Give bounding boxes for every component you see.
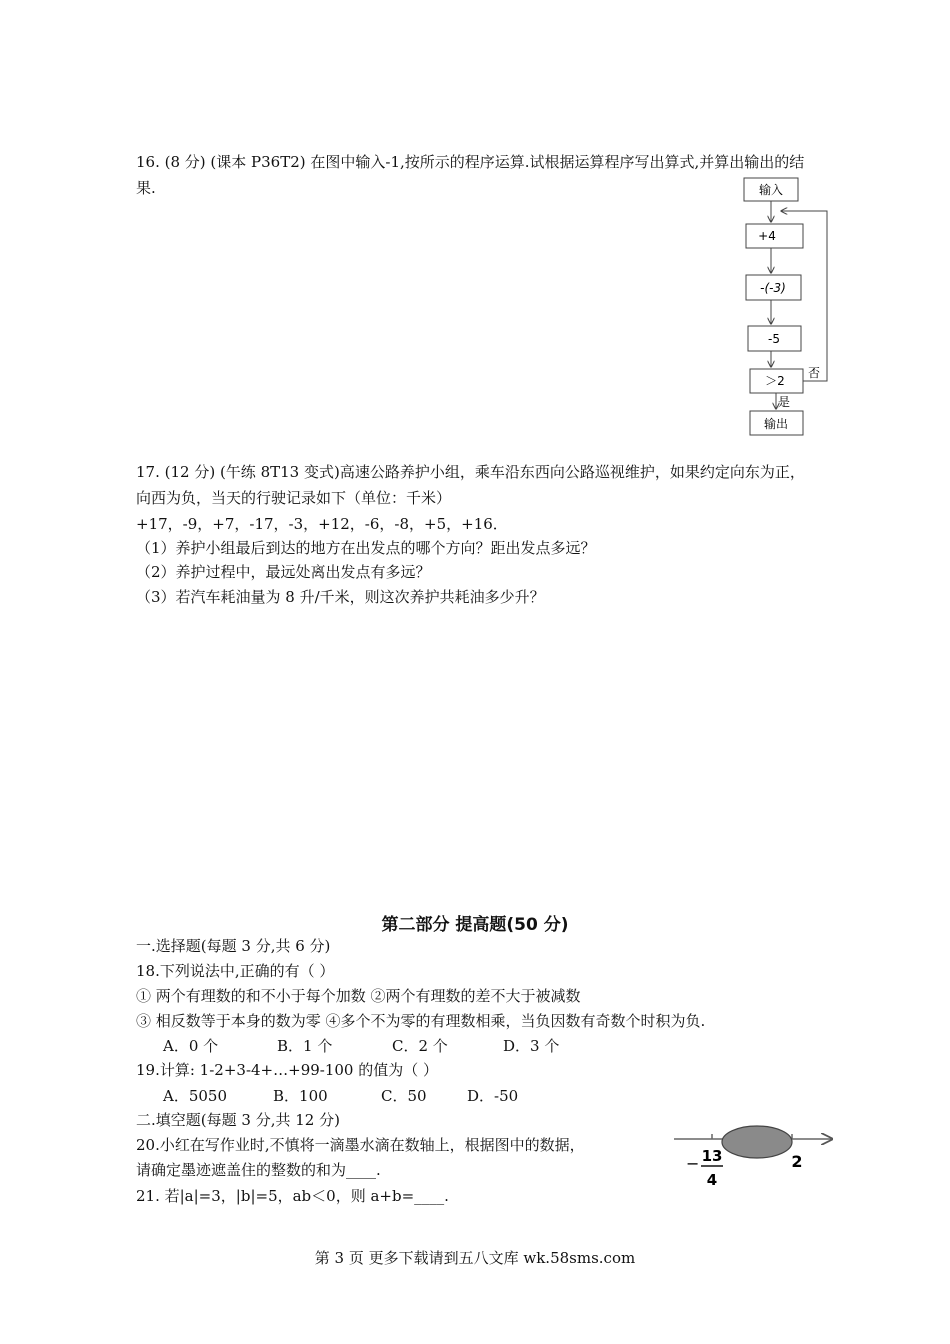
q17-line1: 17. (12 分) (午练 8T13 变式)高速公路养护小组，乘车沿东西向公路巡视维护，如果约定向东为正， — [136, 463, 805, 481]
q17-line2: 向西为负，当天的行驶记录如下（单位：千米） — [136, 489, 452, 507]
flow-input-label: 输入 — [758, 183, 784, 197]
q17-sub1: （1）养护小组最后到达的地方在出发点的哪个方向？距出发点多远？ — [136, 539, 596, 557]
flow-condition-label: ＞2 — [765, 374, 785, 388]
flow-yes-label: 是 — [778, 395, 791, 409]
q17-sub3: （3）若汽车耗油量为 8 升/千米，则这次养护共耗油多少升？ — [136, 588, 545, 606]
q18-option-b: B．1 个 — [277, 1037, 333, 1055]
q19-option-b: B．100 — [273, 1087, 328, 1105]
left-label-numerator: 13 — [701, 1147, 723, 1165]
q21-stem: 21. 若|a|=3，|b|=5，ab＜0，则 a+b=____. — [136, 1187, 449, 1205]
q18-statements-2: ③ 相反数等于本身的数为零 ④多个不为零的有理数相乘，当负因数有奇数个时积为负. — [136, 1012, 706, 1030]
section1-heading: 一.选择题(每题 3 分,共 6 分) — [136, 937, 331, 955]
part2-title: 第二部分 提高题(50 分) — [381, 915, 569, 935]
q16-line2: 果. — [136, 179, 156, 197]
right-label: 2 — [791, 1152, 803, 1171]
q20-line2: 请确定墨迹遮盖住的整数的和为____. — [136, 1161, 381, 1179]
q16-line1: 16. (8 分) (课本 P36T2) 在图中输入-1,按所示的程序运算.试根据运算程序写出算式,并算出输出的结 — [136, 153, 805, 171]
number-line-figure — [670, 1122, 840, 1194]
left-label-denominator: 4 — [706, 1171, 718, 1189]
flow-no-label: 否 — [808, 366, 821, 380]
q19-option-c: C．50 — [381, 1087, 427, 1105]
flow-step3-label: -5 — [768, 332, 780, 346]
q18-option-d: D．3 个 — [503, 1037, 560, 1055]
q19-option-a: A．5050 — [163, 1087, 228, 1105]
q19-option-d: D．-50 — [467, 1087, 519, 1105]
q20-line1: 20.小红在写作业时,不慎将一滴墨水滴在数轴上，根据图中的数据， — [136, 1136, 585, 1154]
flow-output-label: 输出 — [763, 417, 789, 431]
q18-option-c: C．2 个 — [392, 1037, 448, 1055]
q18-option-a: A．0 个 — [163, 1037, 219, 1055]
section2-heading: 二.填空题(每题 3 分,共 12 分) — [136, 1111, 340, 1129]
ink-blot — [722, 1126, 792, 1158]
q18-stem: 18.下列说法中,正确的有（ ） — [136, 962, 335, 980]
flow-step1-label: +4 — [758, 229, 776, 243]
q17-records: +17，-9，+7，-17，-3，+12，-6，-8，+5，+16． — [136, 515, 508, 533]
q17-sub2: （2）养护过程中，最远处离出发点有多远？ — [136, 563, 431, 581]
program-flowchart — [735, 172, 845, 440]
left-label-sign: − — [686, 1154, 700, 1173]
page-footer: 第 3 页 更多下载请到五八文库 wk.58sms.com — [314, 1249, 636, 1267]
flow-step2-label: -(-3) — [760, 281, 786, 295]
q19-stem: 19.计算: 1-2+3-4+…+99-100 的值为（ ） — [136, 1061, 439, 1079]
q18-statements-1: ① 两个有理数的和不小于每个加数 ②两个有理数的差不大于被减数 — [136, 987, 581, 1005]
